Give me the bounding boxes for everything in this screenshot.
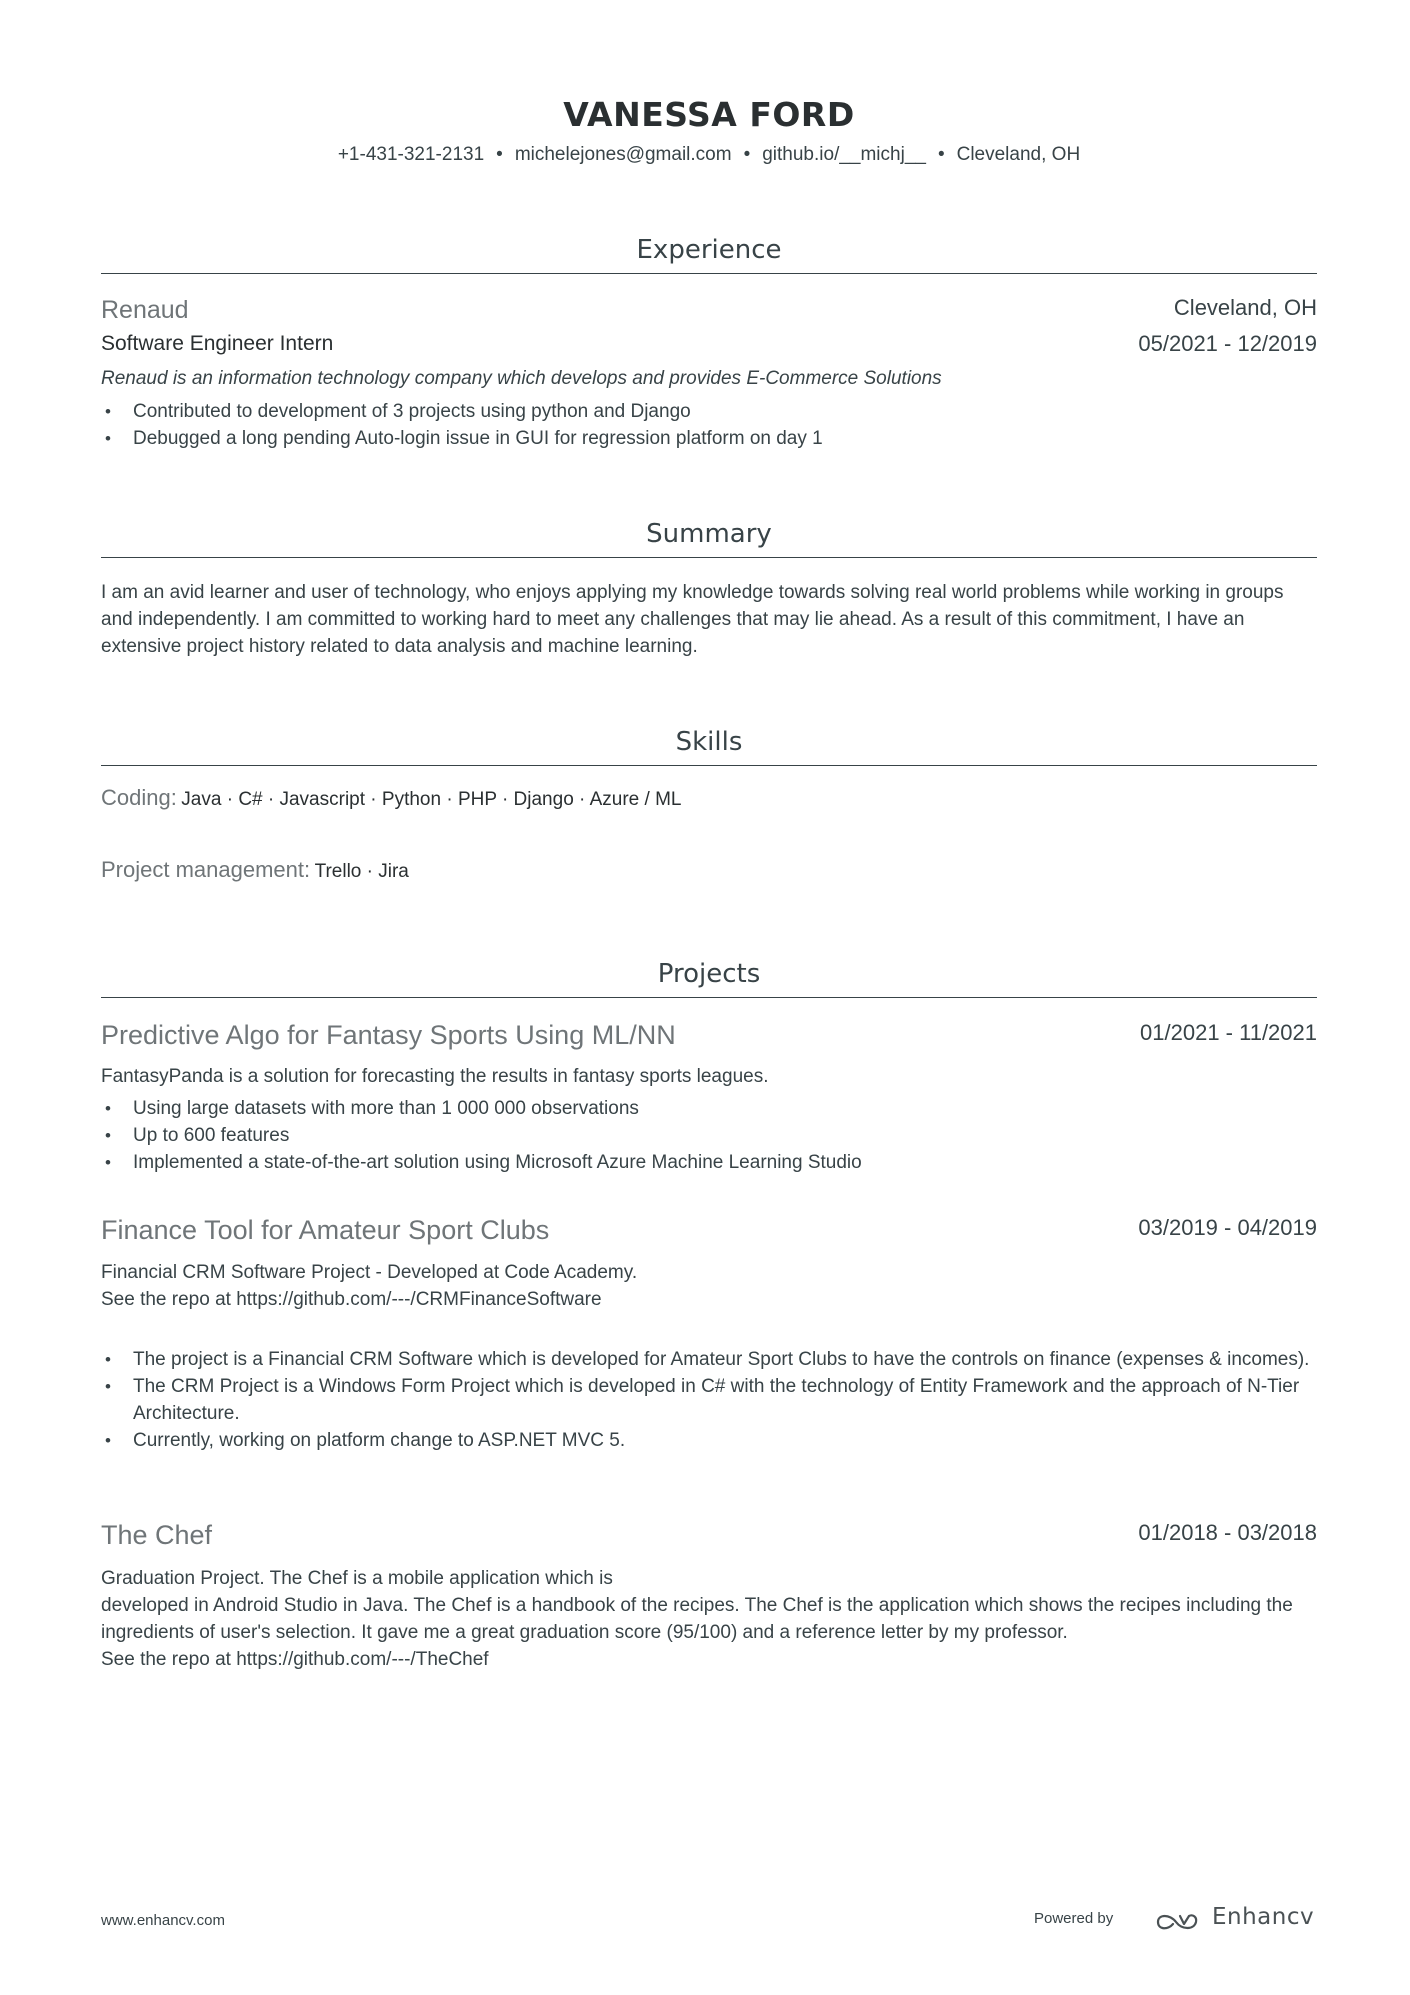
section-title-summary: Summary — [646, 519, 772, 549]
section-divider — [101, 765, 1317, 766]
project-title: The Chef — [101, 1520, 213, 1550]
section-title-projects: Projects — [657, 959, 761, 989]
section-divider — [101, 557, 1317, 558]
list-item: • Up to 600 features — [101, 1122, 1317, 1149]
job-dates: 05/2021 - 12/2019 — [1138, 331, 1317, 356]
github-link[interactable]: github.io/__michj__ — [762, 144, 926, 165]
powered-by-badge[interactable] — [1034, 1900, 1324, 1940]
list-item: • Contributed to development of 3 projects using python and Django — [101, 398, 1317, 425]
skill-label: Coding: — [101, 785, 177, 810]
project-description-body: developed in Android Studio in Java. The Chef is a handbook of the recipes. The Chef is the application which shows the recipes including the ingredients of user's selection. It gave me a great graduation score (95/100) and a reference letter by my professor. — [101, 1595, 1293, 1643]
resume-header — [101, 92, 1317, 168]
project-repo-line: See the repo at https://github.com/---/TheChef — [101, 1649, 489, 1670]
section-divider — [101, 273, 1317, 274]
skill-values: Java · C# · Javascript · Python · PHP · Django · Azure / ML — [181, 789, 682, 810]
project-repo-line: See the repo at https://github.com/---/CRMFinanceSoftware — [101, 1289, 602, 1310]
enhancv-logo-icon — [1154, 1910, 1204, 1934]
brand-name: Enhancv — [1212, 1904, 1315, 1930]
phone: +1-431-321-2131 — [337, 144, 485, 165]
project-description-line: Financial CRM Software Project - Developed at Code Academy. — [101, 1262, 638, 1283]
project-bullets — [101, 1095, 1317, 1176]
project-title: Finance Tool for Amateur Sport Clubs — [101, 1215, 550, 1245]
email[interactable]: michelejones@gmail.com — [514, 144, 732, 165]
summary-text: I am an avid learner and user of technology, who enjoys applying my knowledge towards solving real world problems while working in groups and independently. I am committed to working hard to meet any challenges that may lie ahead. As a result of this commitment, I have an extensive project history related to data analysis and machine learning. — [101, 582, 1284, 657]
company-name: Renaud — [101, 296, 189, 324]
section-title-skills: Skills — [675, 727, 743, 757]
skill-label: Project management: — [101, 857, 311, 882]
section-divider — [101, 997, 1317, 998]
list-item: • Debugged a long pending Auto-login issue in GUI for regression platform on day 1 — [101, 425, 1317, 452]
list-item: • The project is a Financial CRM Software which is developed for Amateur Sport Clubs to have the controls on finance (expenses & incomes). — [101, 1346, 1317, 1373]
skill-group-project-management — [101, 857, 409, 883]
list-item: • Using large datasets with more than 1 000 000 observations — [101, 1095, 1317, 1122]
list-item: • Implemented a state-of-the-art solution using Microsoft Azure Machine Learning Studio — [101, 1149, 1317, 1176]
list-item: • Currently, working on platform change to ASP.NET MVC 5. — [101, 1427, 1317, 1454]
job-location: Cleveland, OH — [1173, 295, 1317, 320]
candidate-name: VANESSA FORD — [563, 95, 855, 134]
project-description-line: Graduation Project. The Chef is a mobile application which is — [101, 1568, 613, 1589]
project-dates: 01/2018 - 03/2018 — [1138, 1520, 1317, 1545]
project-title: Predictive Algo for Fantasy Sports Using ML/NN — [101, 1020, 676, 1050]
project-bullets — [101, 1346, 1317, 1454]
powered-by-label: Powered by — [1034, 1910, 1114, 1927]
company-description: Renaud is an information technology company which develops and provides E-Commerce Solutions — [101, 368, 942, 389]
skill-values: Trello · Jira — [314, 861, 409, 882]
project-dates: 01/2021 - 11/2021 — [1140, 1020, 1317, 1045]
section-title-experience: Experience — [636, 235, 782, 265]
project-description: FantasyPanda is a solution for forecasting the results in fantasy sports leagues. — [101, 1066, 769, 1087]
contact-line: +1-431-321-2131 • michelejones@gmail.com • github.io/__michj__ • Cleveland, OH — [337, 144, 1081, 165]
resume-page — [101, 0, 1317, 1995]
list-item: • The CRM Project is a Windows Form Project which is developed in C# with the technology of Entity Framework and the approach of N-Tier Architecture. — [101, 1373, 1317, 1427]
experience-bullets — [101, 398, 1317, 452]
job-title: Software Engineer Intern — [101, 332, 334, 355]
location: Cleveland, OH — [956, 144, 1081, 165]
skill-group-coding — [101, 785, 681, 811]
project-dates: 03/2019 - 04/2019 — [1138, 1215, 1317, 1240]
footer-website-link[interactable]: www.enhancv.com — [101, 1912, 225, 1929]
